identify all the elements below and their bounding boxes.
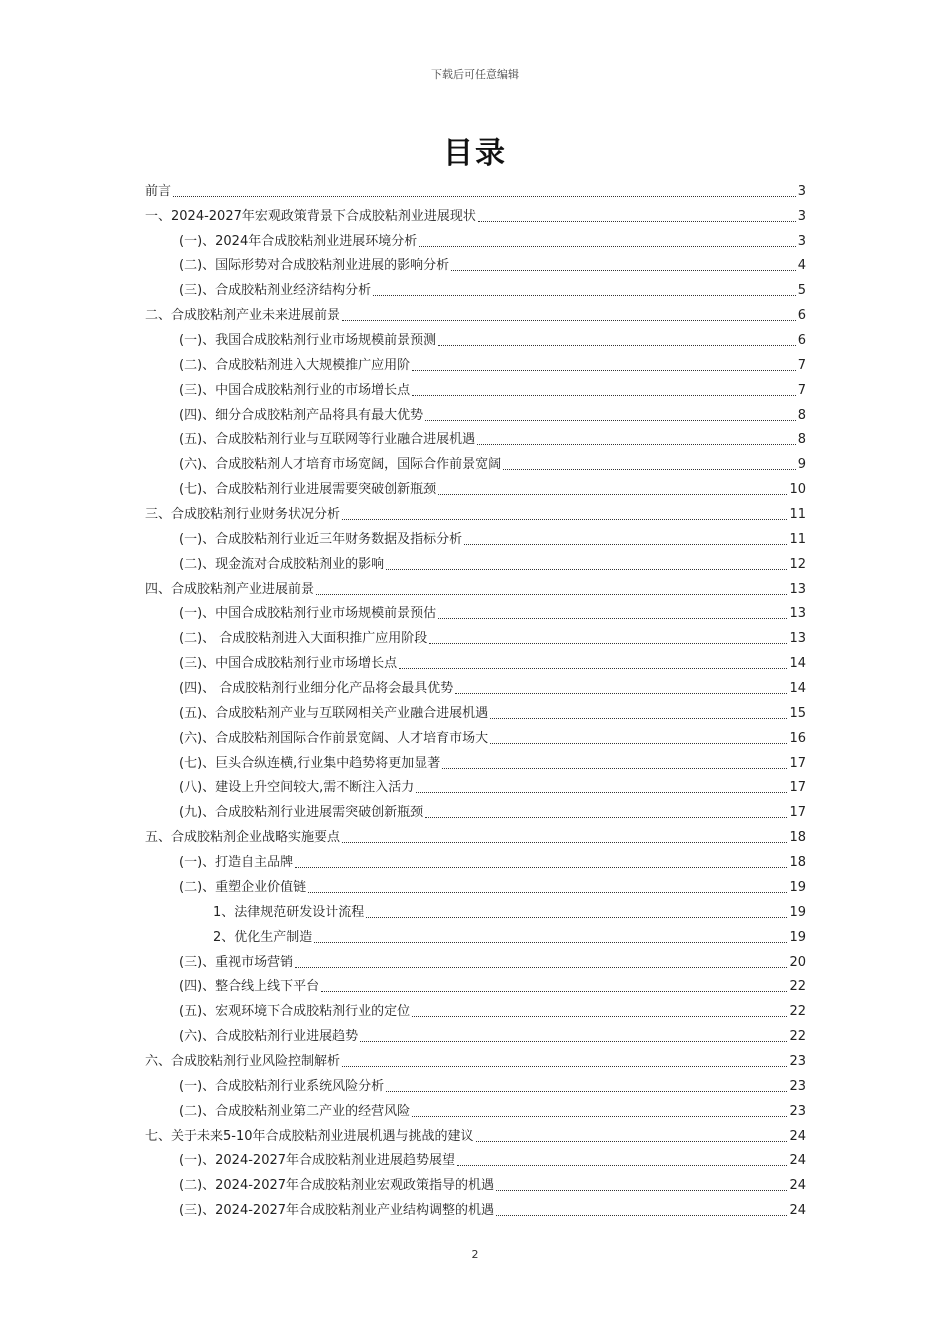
toc-entry-page: 6 bbox=[797, 333, 806, 349]
toc-entry-page: 3 bbox=[797, 183, 806, 199]
toc-entry[interactable] bbox=[145, 275, 806, 300]
toc-leader-dots bbox=[425, 419, 796, 421]
toc-entry-page: 17 bbox=[789, 755, 806, 771]
toc-entry[interactable] bbox=[145, 723, 806, 748]
toc-entry-page: 6 bbox=[797, 308, 806, 324]
toc-entry-page: 14 bbox=[789, 656, 806, 672]
toc-entry-label: 2、优化生产制造 bbox=[213, 929, 313, 945]
toc-leader-dots bbox=[476, 1140, 788, 1142]
toc-entry-page: 24 bbox=[789, 1178, 806, 1194]
toc-entry[interactable] bbox=[145, 1146, 806, 1171]
toc-leader-dots bbox=[490, 742, 787, 744]
toc-entry-label: (九)、合成胶粘剂行业进展需突破创新瓶颈 bbox=[179, 805, 424, 821]
toc-entry-label: (七)、巨头合纵连横,行业集中趋势将更加显著 bbox=[179, 755, 441, 771]
toc-entry-page: 14 bbox=[789, 681, 806, 697]
toc-entry[interactable] bbox=[145, 922, 806, 947]
toc-entry-page: 23 bbox=[789, 1053, 806, 1069]
toc-entry-page: 22 bbox=[789, 1029, 806, 1045]
toc-entry-page: 4 bbox=[797, 258, 806, 274]
toc-entry[interactable] bbox=[145, 599, 806, 624]
toc-entry-label: (一)、2024年合成胶粘剂业进展环境分析 bbox=[179, 233, 418, 249]
toc-entry[interactable] bbox=[145, 499, 806, 524]
toc-entry[interactable] bbox=[145, 648, 806, 673]
toc-entry-page: 7 bbox=[797, 357, 806, 373]
toc-entry-label: 前言 bbox=[145, 183, 172, 199]
toc-leader-dots bbox=[425, 816, 787, 818]
toc-entry-label: 二、合成胶粘剂产业未来进展前景 bbox=[145, 308, 341, 324]
toc-entry[interactable] bbox=[145, 897, 806, 922]
toc-entry[interactable] bbox=[145, 673, 806, 698]
toc-entry[interactable] bbox=[145, 797, 806, 822]
toc-entry[interactable] bbox=[145, 698, 806, 723]
toc-leader-dots bbox=[412, 1015, 787, 1017]
toc-leader-dots bbox=[457, 1164, 787, 1166]
toc-entry-label: 1、法律规范研发设计流程 bbox=[213, 904, 365, 920]
toc-leader-dots bbox=[295, 866, 787, 868]
toc-entry[interactable] bbox=[145, 400, 806, 425]
toc-entry[interactable] bbox=[145, 1121, 806, 1146]
toc-entry[interactable] bbox=[145, 773, 806, 798]
toc-entry[interactable] bbox=[145, 1071, 806, 1096]
toc-entry[interactable] bbox=[145, 1021, 806, 1046]
toc-leader-dots bbox=[412, 394, 796, 396]
toc-entry-label: (六)、合成胶粘剂国际合作前景宽阔、人才培育市场大 bbox=[179, 730, 489, 746]
toc-entry[interactable] bbox=[145, 748, 806, 773]
toc-entry[interactable] bbox=[145, 574, 806, 599]
toc-entry[interactable] bbox=[145, 226, 806, 251]
toc-leader-dots bbox=[308, 891, 787, 893]
toc-leader-dots bbox=[295, 966, 787, 968]
toc-entry-label: (一)、我国合成胶粘剂行业市场规模前景预测 bbox=[179, 333, 437, 349]
toc-entry-label: (二)、合成胶粘剂进入大规模推广应用阶 bbox=[179, 357, 411, 373]
toc-entry-label: 七、关于未来5-10年合成胶粘剂业进展机遇与挑战的建议 bbox=[145, 1128, 474, 1144]
toc-entry[interactable] bbox=[145, 176, 806, 201]
toc-entry-label: 一、2024-2027年宏观政策背景下合成胶粘剂业进展现状 bbox=[145, 208, 476, 224]
toc-entry[interactable] bbox=[145, 1195, 806, 1220]
toc-leader-dots bbox=[360, 1040, 787, 1042]
toc-entry-label: (二)、 合成胶粘剂进入大面积推广应用阶段 bbox=[179, 631, 428, 647]
toc-entry[interactable] bbox=[145, 524, 806, 549]
toc-leader-dots bbox=[442, 767, 787, 769]
toc-entry[interactable] bbox=[145, 972, 806, 997]
toc-entry[interactable] bbox=[145, 325, 806, 350]
toc-leader-dots bbox=[342, 518, 787, 520]
toc-entry-page: 8 bbox=[797, 407, 806, 423]
toc-leader-dots bbox=[399, 667, 787, 669]
toc-entry[interactable] bbox=[145, 350, 806, 375]
toc-entry-label: (三)、中国合成胶粘剂行业市场增长点 bbox=[179, 656, 398, 672]
toc-entry-label: (二)、国际形势对合成胶粘剂业进展的影响分析 bbox=[179, 258, 450, 274]
toc-entry-label: 六、合成胶粘剂行业风险控制解析 bbox=[145, 1053, 341, 1069]
toc-entry-page: 24 bbox=[789, 1203, 806, 1219]
toc-entry-page: 8 bbox=[797, 432, 806, 448]
toc-entry[interactable] bbox=[145, 1096, 806, 1121]
toc-entry-label: (一)、合成胶粘剂行业系统风险分析 bbox=[179, 1078, 385, 1094]
toc-entry-label: (三)、重视市场营销 bbox=[179, 954, 294, 970]
toc-entry-label: (六)、合成胶粘剂行业进展趋势 bbox=[179, 1029, 359, 1045]
toc-entry-label: (五)、合成胶粘剂产业与互联网相关产业融合进展机遇 bbox=[179, 705, 489, 721]
toc-leader-dots bbox=[477, 443, 796, 445]
toc-entry-label: (二)、重塑企业价值链 bbox=[179, 879, 307, 895]
toc-leader-dots bbox=[342, 841, 787, 843]
toc-leader-dots bbox=[412, 1115, 787, 1117]
toc-entry-label: (三)、中国合成胶粘剂行业的市场增长点 bbox=[179, 382, 411, 398]
page-number: 2 bbox=[471, 1248, 479, 1261]
toc-leader-dots bbox=[316, 593, 787, 595]
toc-entry-label: (一)、中国合成胶粘剂行业市场规模前景预估 bbox=[179, 606, 437, 622]
toc-entry[interactable] bbox=[145, 474, 806, 499]
toc-entry[interactable] bbox=[145, 1046, 806, 1071]
toc-leader-dots bbox=[455, 692, 787, 694]
toc-entry-label: 三、合成胶粘剂行业财务状况分析 bbox=[145, 507, 341, 523]
toc-entry[interactable] bbox=[145, 201, 806, 226]
toc-entry[interactable] bbox=[145, 251, 806, 276]
toc-entry-page: 17 bbox=[789, 805, 806, 821]
toc-entry[interactable] bbox=[145, 1170, 806, 1195]
toc-entry-label: (二)、2024-2027年合成胶粘剂业宏观政策指导的机遇 bbox=[179, 1178, 495, 1194]
toc-entry[interactable] bbox=[145, 947, 806, 972]
toc-leader-dots bbox=[314, 941, 787, 943]
toc-entry-label: (四)、细分合成胶粘剂产品将具有最大优势 bbox=[179, 407, 424, 423]
toc-leader-dots bbox=[438, 344, 796, 346]
toc-leader-dots bbox=[478, 220, 796, 222]
toc-entry[interactable] bbox=[145, 623, 806, 648]
toc-entry[interactable] bbox=[145, 549, 806, 574]
toc-leader-dots bbox=[321, 990, 787, 992]
toc-entry-page: 11 bbox=[789, 507, 806, 523]
toc-leader-dots bbox=[342, 1065, 787, 1067]
toc-entry-page: 12 bbox=[789, 556, 806, 572]
toc-entry-page: 19 bbox=[789, 929, 806, 945]
toc-entry-page: 20 bbox=[789, 954, 806, 970]
table-of-contents bbox=[145, 176, 806, 1220]
toc-entry-label: (二)、现金流对合成胶粘剂业的影响 bbox=[179, 556, 385, 572]
toc-leader-dots bbox=[451, 269, 796, 271]
toc-entry[interactable] bbox=[145, 425, 806, 450]
toc-entry-label: (二)、合成胶粘剂业第二产业的经营风险 bbox=[179, 1103, 411, 1119]
toc-leader-dots bbox=[412, 369, 796, 371]
toc-title: 目录 bbox=[443, 136, 507, 171]
toc-entry-page: 17 bbox=[789, 780, 806, 796]
toc-leader-dots bbox=[429, 642, 787, 644]
toc-entry-page: 18 bbox=[789, 830, 806, 846]
toc-entry[interactable] bbox=[145, 847, 806, 872]
toc-entry-label: (一)、打造自主品牌 bbox=[179, 855, 294, 871]
toc-entry-page: 3 bbox=[797, 233, 806, 249]
toc-entry-page: 19 bbox=[789, 879, 806, 895]
page-header: 下载后可任意编辑 bbox=[431, 68, 519, 81]
toc-entry-label: (八)、建设上升空间较大,需不断注入活力 bbox=[179, 780, 415, 796]
toc-entry-page: 22 bbox=[789, 979, 806, 995]
toc-entry[interactable] bbox=[145, 872, 806, 897]
toc-leader-dots bbox=[438, 493, 787, 495]
toc-entry-page: 23 bbox=[789, 1103, 806, 1119]
toc-entry-label: (三)、2024-2027年合成胶粘剂业产业结构调整的机遇 bbox=[179, 1203, 495, 1219]
toc-leader-dots bbox=[490, 717, 787, 719]
toc-leader-dots bbox=[373, 294, 796, 296]
toc-leader-dots bbox=[386, 1090, 787, 1092]
toc-entry-page: 22 bbox=[789, 1004, 806, 1020]
toc-leader-dots bbox=[173, 195, 796, 197]
toc-entry-page: 24 bbox=[789, 1153, 806, 1169]
toc-leader-dots bbox=[419, 245, 795, 247]
toc-entry-page: 10 bbox=[789, 482, 806, 498]
toc-entry-page: 9 bbox=[797, 457, 806, 473]
toc-entry[interactable] bbox=[145, 449, 806, 474]
toc-entry-page: 7 bbox=[797, 382, 806, 398]
toc-entry-label: (六)、合成胶粘剂人才培育市场宽阔，国际合作前景宽阔 bbox=[179, 457, 502, 473]
toc-entry-page: 5 bbox=[797, 283, 806, 299]
toc-entry-label: 四、合成胶粘剂产业进展前景 bbox=[145, 581, 315, 597]
toc-leader-dots bbox=[342, 319, 796, 321]
toc-entry-page: 3 bbox=[797, 208, 806, 224]
toc-entry-label: (四)、整合线上线下平台 bbox=[179, 979, 320, 995]
toc-entry-label: 五、合成胶粘剂企业战略实施要点 bbox=[145, 830, 341, 846]
toc-entry-page: 16 bbox=[789, 730, 806, 746]
toc-leader-dots bbox=[386, 568, 787, 570]
toc-entry[interactable] bbox=[145, 300, 806, 325]
toc-entry-page: 11 bbox=[789, 531, 806, 547]
toc-entry-page: 13 bbox=[789, 631, 806, 647]
toc-entry[interactable] bbox=[145, 375, 806, 400]
toc-entry-page: 23 bbox=[789, 1078, 806, 1094]
toc-entry-page: 13 bbox=[789, 606, 806, 622]
toc-leader-dots bbox=[366, 916, 787, 918]
toc-entry-label: (一)、2024-2027年合成胶粘剂业进展趋势展望 bbox=[179, 1153, 456, 1169]
toc-entry-label: (三)、合成胶粘剂业经济结构分析 bbox=[179, 283, 372, 299]
toc-entry-label: (五)、合成胶粘剂行业与互联网等行业融合进展机遇 bbox=[179, 432, 476, 448]
toc-entry-label: (七)、合成胶粘剂行业进展需要突破创新瓶颈 bbox=[179, 482, 437, 498]
toc-entry[interactable] bbox=[145, 822, 806, 847]
toc-leader-dots bbox=[416, 791, 787, 793]
toc-entry-page: 15 bbox=[789, 705, 806, 721]
toc-leader-dots bbox=[496, 1189, 787, 1191]
toc-entry-page: 13 bbox=[789, 581, 806, 597]
toc-leader-dots bbox=[496, 1214, 787, 1216]
toc-entry[interactable] bbox=[145, 996, 806, 1021]
toc-leader-dots bbox=[503, 468, 796, 470]
toc-leader-dots bbox=[464, 543, 787, 545]
toc-entry-page: 18 bbox=[789, 855, 806, 871]
toc-entry-label: (五)、宏观环境下合成胶粘剂行业的定位 bbox=[179, 1004, 411, 1020]
toc-leader-dots bbox=[438, 617, 787, 619]
toc-entry-label: (一)、合成胶粘剂行业近三年财务数据及指标分析 bbox=[179, 531, 463, 547]
toc-entry-page: 24 bbox=[789, 1128, 806, 1144]
toc-entry-page: 19 bbox=[789, 904, 806, 920]
toc-entry-label: (四)、 合成胶粘剂行业细分化产品将会最具优势 bbox=[179, 681, 454, 697]
